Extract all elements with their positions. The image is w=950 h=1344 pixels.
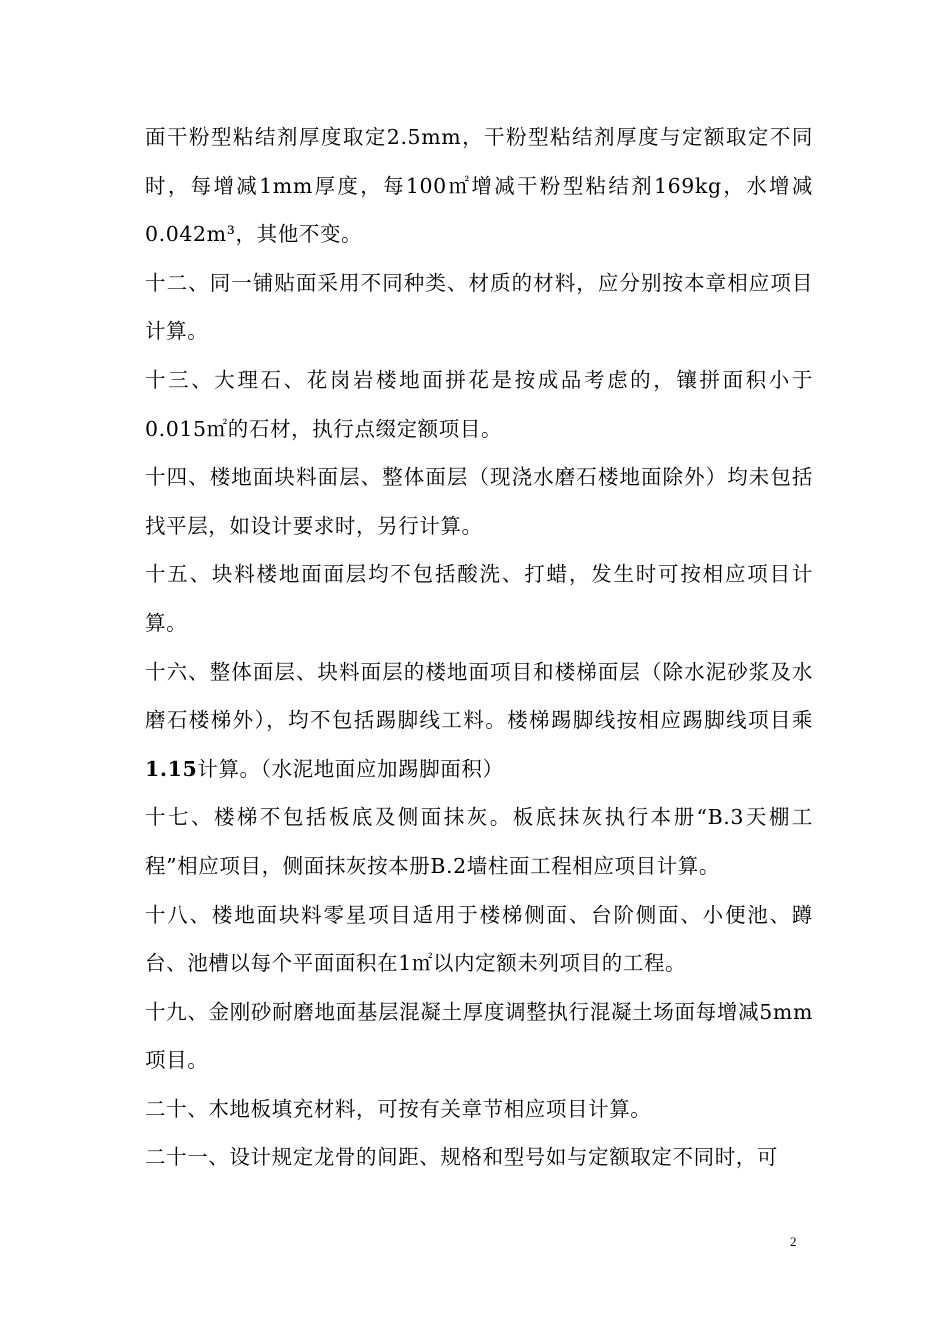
paragraph-item-21: 二十一、设计规定龙骨的间距、规格和型号如与定额取定不同时，可 [145,1145,778,1170]
paragraph-continuation: 面干粉型粘结剂厚度取定2.5mm，干粉型粘结剂厚度与定额取定不同时，每增减1mm厚度，每100㎡增减干粉型粘结剂169kg，水增减0.042m³，其他不变。 [145,125,813,247]
paragraph-item-16-bold-factor: 1.15 [145,756,198,781]
paragraph-item-16 [145,648,813,794]
paragraph-item-15: 十五、块料楼地面面层均不包括酸洗、打蜡，发生时可按相应项目计算。 [145,562,813,635]
paragraph-item-13: 十三、大理石、花岗岩楼地面拼花是按成品考虑的，镶拼面积小于0.015㎡的石材，执行点缀定额项目。 [145,367,813,441]
paragraph-item-20: 二十、木地板填充材料，可按有关章节相应项目计算。 [145,1096,652,1121]
paragraph-item-14: 十四、楼地面块料面层、整体面层（现浇水磨石楼地面除外）均未包括找平层，如设计要求时，另行计算。 [145,465,813,538]
paragraph-item-16-text-b: 计算。（水泥地面应加踢脚面积） [197,756,504,781]
paragraph-item-19: 十九、金刚砂耐磨地面基层混凝土厚度调整执行混凝土场面每增减5mm项目。 [145,999,813,1073]
body-text [145,113,813,1182]
paragraph-item-18: 十八、楼地面块料零星项目适用于楼梯侧面、台阶侧面、小便池、蹲台、池槽以每个平面面积在1㎡以内定额未列项目的工程。 [145,902,813,976]
paragraph-item-16-text-a: 十六、整体面层、块料面层的楼地面项目和楼梯面层（除水泥砂浆及水磨石楼梯外），均不包括踢脚线工料。楼梯踢脚线按相应踢脚线项目乘 [145,659,813,733]
paragraph-item-17: 十七、楼梯不包括板底及侧面抹灰。板底抹灰执行本册“B.3天棚工程”相应项目，侧面抹灰按本册B.2墙柱面工程相应项目计算。 [145,805,813,878]
paragraph-item-12: 十二、同一铺贴面采用不同种类、材质的材料，应分别按本章相应项目计算。 [145,270,813,344]
page-number: 2 [790,1234,797,1249]
